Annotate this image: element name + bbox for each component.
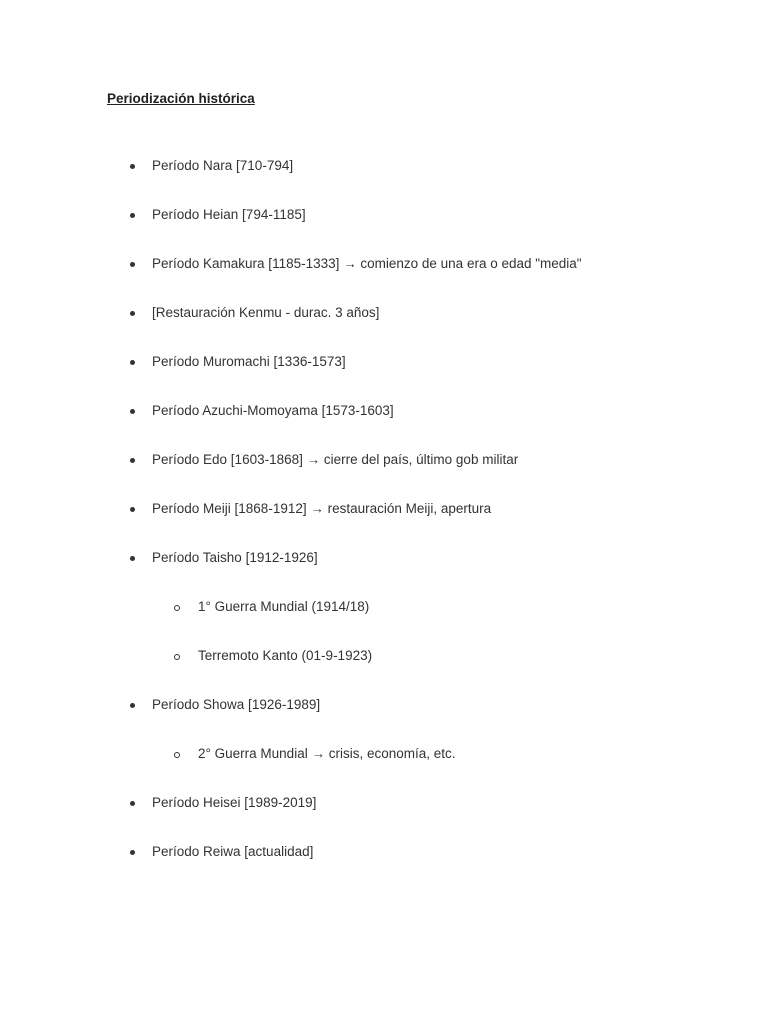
bullet-disc-icon (130, 409, 135, 414)
bullet-disc-icon (130, 164, 135, 169)
list-item (152, 157, 293, 175)
sub-list-item-text: 1° Guerra Mundial (1914/18) (198, 599, 370, 614)
list-item-text: [Restauración Kenmu - durac. 3 años] (152, 305, 380, 320)
list-item-text: Período Reiwa [actualidad] (152, 844, 314, 859)
sub-list-item-text: Terremoto Kanto (01-9-1923) (198, 648, 373, 663)
page-title: Periodización histórica (107, 91, 255, 106)
list-item (152, 500, 491, 518)
sub-list-item (198, 745, 456, 763)
list-item-text: Período Kamakura [1185-1333] → comienzo de una era o edad "media" (152, 256, 582, 271)
list-item-text: Período Azuchi-Momoyama [1573-1603] (152, 403, 394, 418)
sub-list-item (198, 598, 369, 616)
list-item-text: Período Showa [1926-1989] (152, 697, 321, 712)
bullet-disc-icon (130, 360, 135, 365)
list-item (152, 549, 318, 567)
bullet-circle-icon (174, 605, 180, 611)
list-item (152, 402, 394, 420)
list-item-text: Período Heian [794-1185] (152, 207, 306, 222)
list-item (152, 696, 320, 714)
list-item-text: Período Taisho [1912-1926] (152, 550, 318, 565)
bullet-disc-icon (130, 556, 135, 561)
bullet-circle-icon (174, 752, 180, 758)
sub-list-item (198, 647, 372, 665)
list-item (152, 451, 518, 469)
bullet-disc-icon (130, 458, 135, 463)
bullet-disc-icon (130, 311, 135, 316)
list-item (152, 843, 313, 861)
list-item (152, 255, 582, 273)
list-item (152, 794, 316, 812)
list-item-text: Período Heisei [1989-2019] (152, 795, 317, 810)
bullet-disc-icon (130, 262, 135, 267)
list-item (152, 206, 306, 224)
bullet-disc-icon (130, 507, 135, 512)
sub-list-item-text: 2° Guerra Mundial → crisis, economía, etc. (198, 746, 456, 761)
bullet-disc-icon (130, 801, 135, 806)
bullet-disc-icon (130, 850, 135, 855)
list-item-text: Período Muromachi [1336-1573] (152, 354, 346, 369)
list-item-text: Período Edo [1603-1868] → cierre del país, último gob militar (152, 452, 519, 467)
bullet-disc-icon (130, 213, 135, 218)
list-item-text: Período Meiji [1868-1912] → restauración Meiji, apertura (152, 501, 492, 516)
list-item (152, 353, 346, 371)
bullet-circle-icon (174, 654, 180, 660)
list-item-text: Período Nara [710-794] (152, 158, 294, 173)
bullet-disc-icon (130, 703, 135, 708)
list-item (152, 304, 379, 322)
